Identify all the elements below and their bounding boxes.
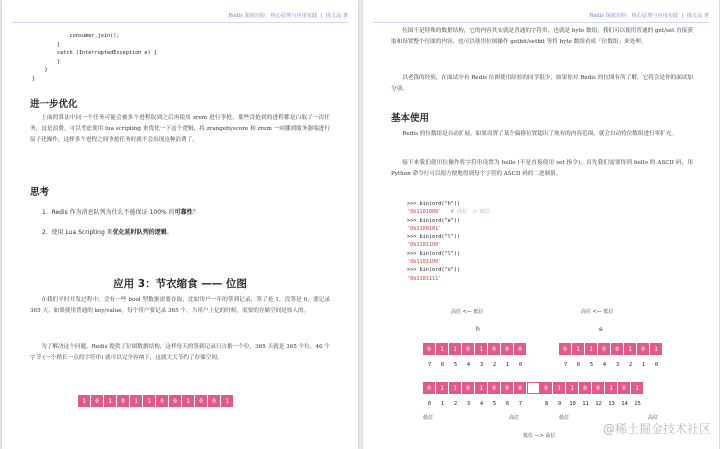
optimize-paragraph: 上面的算法中同一个任务可能会被多个进程取到之后再使用 zrem 进行争抢，那些没抢到的进程都是白取了一次任务，这是浪费。可以考虑使用 lua scripting 来优化一下这个逻辑，将 zrangebyscore 和 zrem 一同挪到服务器端进行原子化操作，这样多个进程之间争抢任务时就不会出现这种浪费了。 [30,115,330,143]
think-item-2: 2. 使用 Lua Scripting 来优化延时队列的逻辑。 [42,229,173,236]
bit-array-figure [78,395,234,407]
hello-example-paragraph: 接下来我们使用位操作将字符串设置为 hello (不是直接使用 set 指令)，首先我们需要得到 hello 的 ASCII 码，用 Python 命令行可以很方便地得到每个字符的 ASCII 码的二进制值。 [391,160,693,177]
bitmap-solution-paragraph: 为了解决这个问题，Redis 提供了位图数据结构，这样每天的签到记录只占据一个位，365 天就是 365 个位，46 个字节 (一个稍长一点的字符串) 就可以完全容纳下，这就大大节约了存储空间。 [30,344,330,361]
low-bit-label-1: 低位 [423,415,434,421]
h-bits-row: 0 1 1 0 1 0 0 0 [423,343,527,355]
bitmap-intro-paragraph: 在我们平时开发过程中，会有一些 bool 型数据需要存取，比如用户一年的签到记录，签了是 1，没签是 0，要记录 365 天。如果使用普通的 key/value，每个用户要记录 365 个，当用户上亿的时候，需要的存储空间是惊人的。 [30,297,330,314]
high-bit-label-2: 高位 [648,415,659,421]
e-index-row: 7 6 5 4 3 2 1 0 [563,362,659,368]
char-h-label: h [476,326,480,333]
combined-index-row: 0 1 2 3 4 5 6 7 8 9 10 11 12 13 14 15 [427,401,641,407]
low-bit-label-2: 低位 [559,415,570,421]
section-title-think: 思考 [30,187,50,198]
combined-bits-row: 0 1 1 0 1 0 0 0 0 1 1 0 0 1 0 1 [423,382,644,394]
watermark: @稀土掘金技术社区 [602,422,711,436]
page-header: Redis 深度历险：核心原理与应用实践 | 钱文品 著 [12,12,348,23]
left-page [2,0,358,449]
bit-cell: 0 [91,395,104,407]
high-bit-label-1: 高位 [509,415,520,421]
auto-expand-paragraph: Redis 的位数组是自动扩展，如果设置了某个偏移位置超出了现有的内容范围，就会自动将位数组进行零扩充。 [402,131,678,137]
bit-cell: 1 [78,395,91,407]
bit-cell: 1 [143,395,156,407]
think-item-1: 1. Redis 作为消息队列为什么不能保证 100% 的可靠性？ [42,209,199,216]
high-low-label-e: 高位 <— 低位 [581,309,614,315]
bitmap-definition-paragraph: 位图不是特殊的数据结构，它的内容其实就是普通的字符串，也就是 byte 数组。我们可以使用普通的 get/set 直接获取和设置整个位图的内容，也可以使用位图操作 getbit/setbit 等将 byte 数组看成「位数组」来处理。 [391,28,693,45]
python-code-block: >>> bin(ord("h")) '0b1101000' # 高位 -> 低位 >>> bin(ord("e")) '0b1100101' >>> bin(ord("l")) '0b1101100' >>> bin(ord("l")) '0b1101100' >>> bin(ord("o")) '0b1101111' [407,201,491,282]
bit-cell: 1 [221,395,234,407]
bit-cell: 0 [169,395,182,407]
char-e-label: e [599,326,603,333]
code-block: consumer.join(); } catch (InterruptedException e) { } } } [32,33,157,82]
high-low-label-h: 高位 <— 低位 [451,309,484,315]
bit-cell: 0 [117,395,130,407]
interview-tip-paragraph: 以老钱的经验，在面试中有 Redis 位图使用经验的同学很少，如果你对 Redis 的位图有所了解，它将会是你的面试加分项。 [391,75,693,92]
bit-cell: 1 [104,395,117,407]
section-title-optimize: 进一步优化 [30,99,78,110]
bit-cell: 1 [130,395,143,407]
bottom-direction-label: 低位 —> 高位 [523,433,556,439]
bit-cell: 1 [182,395,195,407]
page-header: Redis 深度历险：核心原理与应用实践 | 钱文品 著 [373,12,709,23]
h-index-row: 7 6 5 4 3 2 1 0 [427,362,523,368]
section-title-basic: 基本使用 [391,113,430,124]
bit-cell: 0 [156,395,169,407]
e-bits-row: 0 1 1 0 0 1 0 1 [559,343,663,355]
bit-cell: 0 [195,395,208,407]
bit-cell: 0 [208,395,221,407]
chapter-title: 应用 3：节衣缩食 —— 位图 [113,278,247,290]
right-page [363,0,719,449]
